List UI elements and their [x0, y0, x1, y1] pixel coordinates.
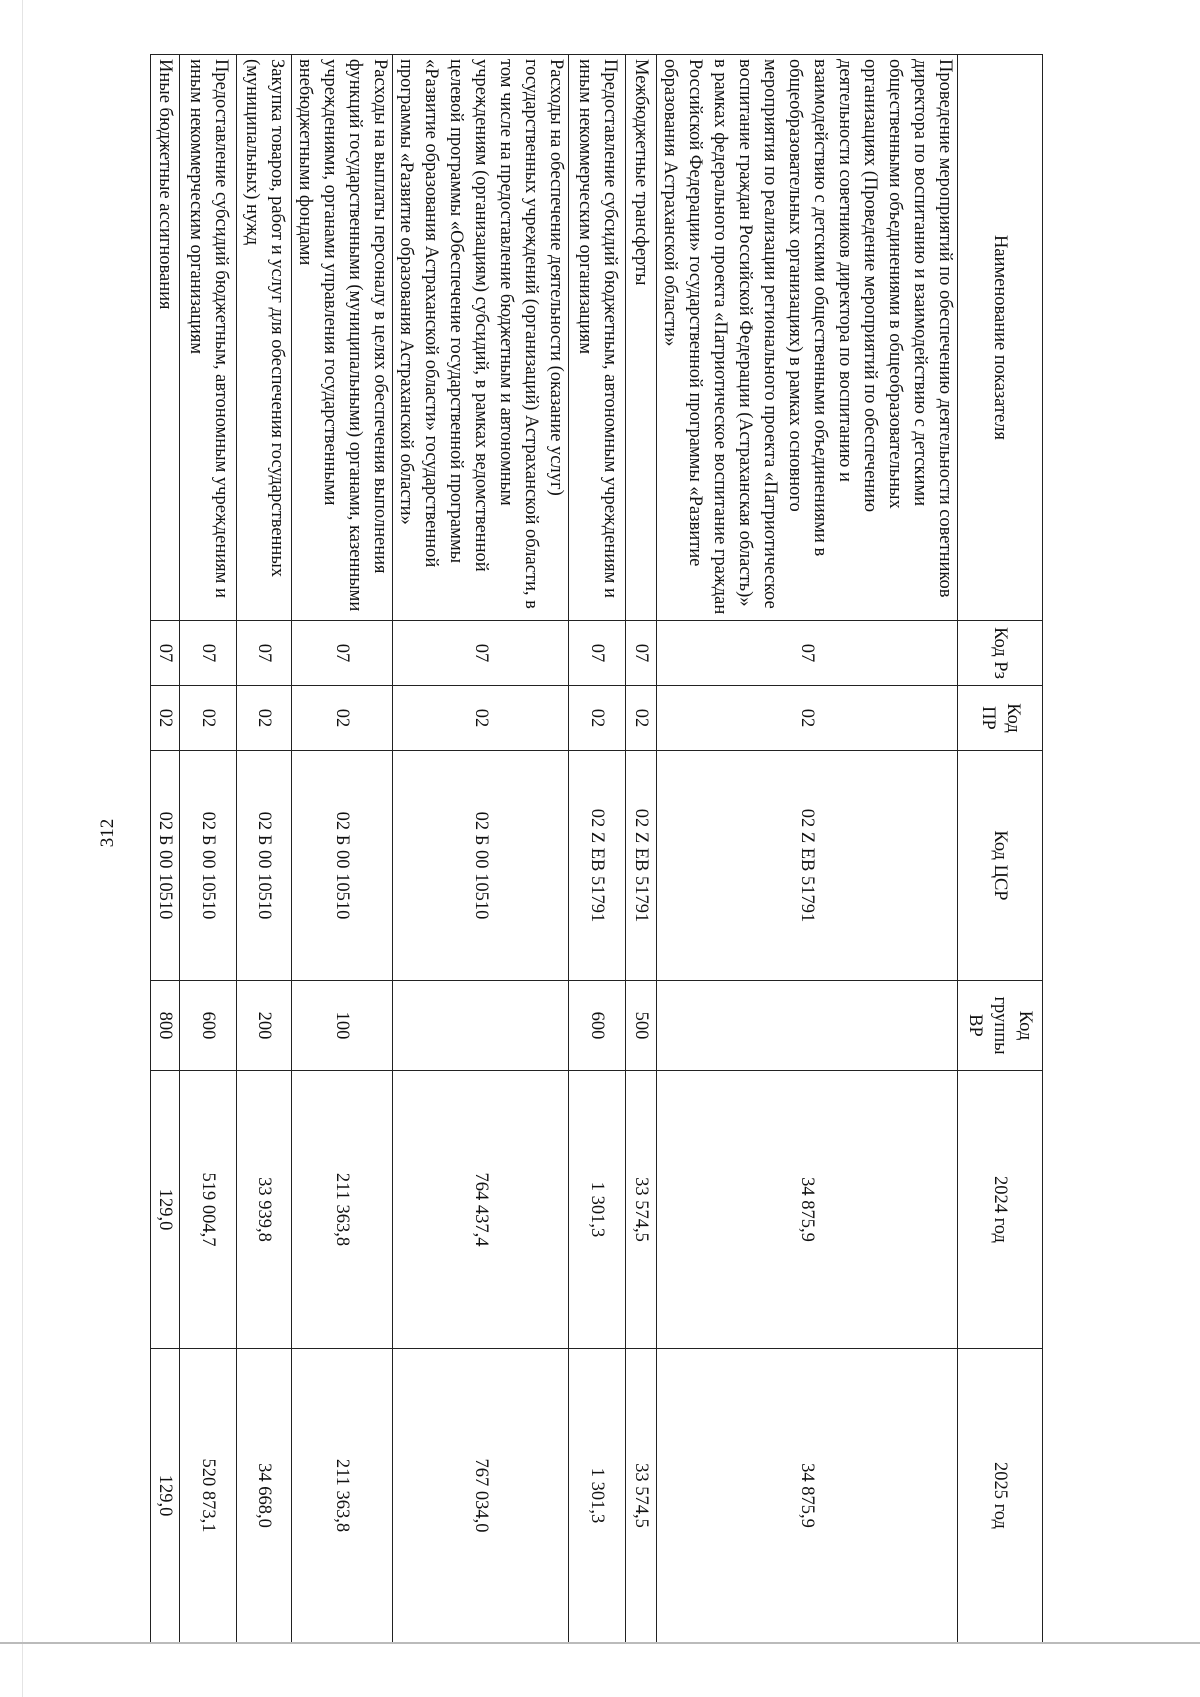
row-2024: 34 875,9 — [657, 1071, 958, 1349]
row-csr: 02 Z ЕВ 51791 — [626, 751, 657, 981]
header-2025: 2025 год — [958, 1349, 1043, 1643]
row-name: Межбюджетные трансферты — [626, 55, 657, 621]
row-pr: 02 — [657, 686, 958, 751]
header-2024: 2024 год — [958, 1071, 1043, 1349]
row-name: Расходы на обеспечение деятельности (оказание услуг) государственных учреждений (организаций) Астраханской области, в том числе на предоставление бюджетным и автономным учреждениям (организациям) субсидий, в рамках ведомственной целевой программы «Обеспечение государственной программы «Развитие образования Астраханской области» государственной программы «Развитие образования Астраханской области» — [393, 55, 569, 621]
header-pr: Код ПР — [958, 686, 1043, 751]
row-vr — [657, 981, 958, 1071]
budget-table-rotated — [155, 54, 1043, 1642]
row-name: Предоставление субсидий бюджетным, автономным учреждениям и иным некоммерческим организациям — [569, 55, 626, 621]
table-row — [393, 55, 569, 1643]
row-rz: 07 — [657, 621, 958, 686]
row-vr: 600 — [180, 981, 237, 1071]
row-vr — [393, 981, 569, 1071]
header-vr: Код группы ВР — [958, 981, 1043, 1071]
row-pr: 02 — [180, 686, 237, 751]
row-csr: 02 Б 00 10510 — [237, 751, 292, 981]
row-pr: 02 — [237, 686, 292, 751]
row-2024: 211 363,8 — [292, 1071, 393, 1349]
row-name: Проведение мероприятий по обеспечению деятельности советников директора по воспитанию и взаимодействию с детскими общественными объединениями в общеобразовательных организациях (Проведение мероприятий по обеспечению деятельности советников директора по воспитанию и взаимодействию с детскими общественными объединениями в общеобразовательных организациях) в рамках основного мероприятия по реализации регионального проекта «Патриотическое воспитание граждан Российской Федерации (Астраханская область)» в рамках федерального проекта «Патриотическое воспитание граждан Российской Федерации» государственной программы «Развитие образования Астраханской области» — [657, 55, 958, 621]
row-rz: 07 — [569, 621, 626, 686]
row-vr: 100 — [292, 981, 393, 1071]
row-pr: 02 — [292, 686, 393, 751]
table-row — [180, 55, 237, 1643]
row-2025: 34 875,9 — [657, 1349, 958, 1643]
row-2025: 34 668,0 — [237, 1349, 292, 1643]
row-2025: 767 034,0 — [393, 1349, 569, 1643]
row-2025: 211 363,8 — [292, 1349, 393, 1643]
row-2024: 33 574,5 — [626, 1071, 657, 1349]
row-2025: 33 574,5 — [626, 1349, 657, 1643]
table-row — [569, 55, 626, 1643]
table-row — [626, 55, 657, 1643]
row-2025: 520 873,1 — [180, 1349, 237, 1643]
row-2024: 764 437,4 — [393, 1071, 569, 1349]
table-row — [151, 55, 180, 1643]
row-2024: 129,0 — [151, 1071, 180, 1349]
row-name: Закупка товаров, работ и услуг для обеспечения государственных (муниципальных) нужд — [237, 55, 292, 621]
header-rz: Код Рз — [958, 621, 1043, 686]
row-2025: 129,0 — [151, 1349, 180, 1643]
row-csr: 02 Z ЕВ 51791 — [569, 751, 626, 981]
table-row — [292, 55, 393, 1643]
row-2024: 33 939,8 — [237, 1071, 292, 1349]
row-rz: 07 — [237, 621, 292, 686]
budget-table — [150, 54, 1043, 1643]
row-2024: 519 004,7 — [180, 1071, 237, 1349]
row-vr: 800 — [151, 981, 180, 1071]
row-csr: 02 Б 00 10510 — [393, 751, 569, 981]
row-csr: 02 Б 00 10510 — [180, 751, 237, 981]
row-pr: 02 — [151, 686, 180, 751]
row-name: Расходы на выплаты персоналу в целях обеспечения выполнения функций государственными (муниципальными) органами, казенными учреждениями, органами управления государственными внебюджетными фондами — [292, 55, 393, 621]
row-csr: 02 Z ЕВ 51791 — [657, 751, 958, 981]
bottom-scan-rule — [0, 1642, 1200, 1644]
row-csr: 02 Б 00 10510 — [292, 751, 393, 981]
row-rz: 07 — [626, 621, 657, 686]
table-row — [657, 55, 958, 1643]
row-2024: 1 301,3 — [569, 1071, 626, 1349]
row-rz: 07 — [180, 621, 237, 686]
row-name: Предоставление субсидий бюджетным, автономным учреждениям и иным некоммерческим организациям — [180, 55, 237, 621]
row-rz: 07 — [292, 621, 393, 686]
row-vr: 200 — [237, 981, 292, 1071]
row-pr: 02 — [626, 686, 657, 751]
row-pr: 02 — [393, 686, 569, 751]
row-vr: 500 — [626, 981, 657, 1071]
header-name: Наименование показателя — [958, 55, 1043, 621]
row-name: Иные бюджетные ассигнования — [151, 55, 180, 621]
header-row — [958, 55, 1043, 1643]
row-vr: 600 — [569, 981, 626, 1071]
row-rz: 07 — [393, 621, 569, 686]
table-row — [237, 55, 292, 1643]
page-number: 312 — [97, 818, 118, 848]
row-csr: 02 Б 00 10510 — [151, 751, 180, 981]
header-csr: Код ЦСР — [958, 751, 1043, 981]
scan-edge — [22, 0, 23, 1697]
row-rz: 07 — [151, 621, 180, 686]
row-pr: 02 — [569, 686, 626, 751]
row-2025: 1 301,3 — [569, 1349, 626, 1643]
